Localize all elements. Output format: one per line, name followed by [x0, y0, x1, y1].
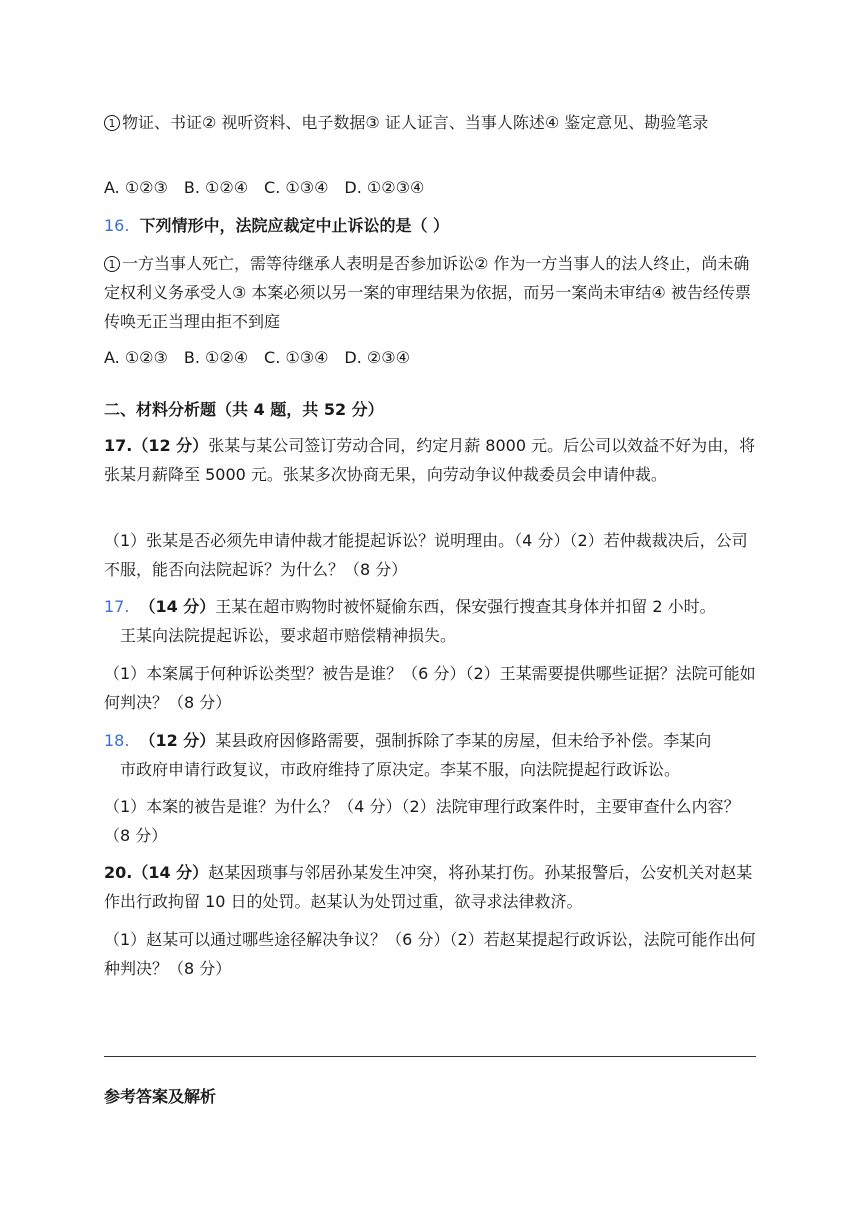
- section-divider: [104, 1056, 756, 1057]
- q16-title: [104, 211, 756, 240]
- q17b-score: （14 分）: [139, 597, 216, 616]
- evidence-list: [104, 108, 756, 137]
- q20-questions: （1）赵某可以通过哪些途径解决争议？（6 分）（2）若赵某提起行政诉讼，法院可能作出何种判决？（8 分）: [104, 930, 756, 978]
- q16-items: [104, 249, 756, 336]
- q18-line1: 某县政府因修路需要，强制拆除了李某的房屋，但未给予补偿。李某向: [215, 731, 712, 750]
- q17a-number: 17.: [104, 436, 133, 455]
- q18-stem: [104, 726, 756, 784]
- q18-score: （12 分）: [139, 731, 216, 750]
- q20-stem: [104, 858, 756, 916]
- q16-items-text: 一方当事人死亡，需等待继承人表明是否参加诉讼② 作为一方当事人的法人终止，尚未确定权利义务承受人③ 本案必须以另一案的审理结果为依据，而另一案尚未审结④ 被告经传票传唤无正当理由拒不到庭: [104, 254, 751, 331]
- answers-heading: 参考答案及解析: [104, 1087, 217, 1106]
- q20-number: 20.: [104, 863, 133, 882]
- q17a-questions: （1）张某是否必须先申请仲裁才能提起诉讼？说明理由。（4 分）（2）若仲裁裁决后，公司不服，能否向法院起诉？为什么？（8 分）: [104, 531, 748, 579]
- q16-title-text: 下列情形中，法院应裁定中止诉讼的是（ ）: [139, 216, 450, 235]
- q17a-stem: [104, 431, 756, 489]
- q15-options: A. ①②③ B. ①②④ C. ①③④ D. ①②③④: [104, 178, 425, 197]
- q16-number: 16.: [104, 216, 130, 235]
- evidence-list-text: 物证、书证② 视听资料、电子数据③ 证人证言、当事人陈述④ 鉴定意见、勘验笔录: [122, 113, 709, 132]
- q17b-line1: 王某在超市购物时被怀疑偷东西，保安强行搜查其身体并扣留 2 小时。: [215, 597, 716, 616]
- q16-options: A. ①②③ B. ①②④ C. ①③④ D. ②③④: [104, 348, 410, 367]
- q18-questions: （1）本案的被告是谁？为什么？（4 分）（2）法院审理行政案件时，主要审查什么内容？（8 分）: [104, 797, 740, 845]
- circled-number-1: 1: [104, 256, 120, 272]
- q17b-stem: [104, 592, 756, 650]
- q17b-number: 17.: [104, 597, 130, 616]
- section2-heading: 二、材料分析题（共 4 题，共 52 分）: [104, 400, 384, 419]
- q18-number: 18.: [104, 731, 130, 750]
- q17a-text: 张某与某公司签订劳动合同，约定月薪 8000 元。后公司以效益不好为由，将张某月薪降至 5000 元。张某多次协商无果，向劳动争议仲裁委员会申请仲裁。: [104, 436, 756, 484]
- q17b-line2: 王某向法院提起诉讼，要求超市赔偿精神损失。: [120, 626, 457, 645]
- q18-line2: 市政府申请行政复议，市政府维持了原决定。李某不服，向法院提起行政诉讼。: [120, 760, 681, 779]
- q17a-score: （12 分）: [132, 436, 209, 455]
- q17b-questions: （1）本案属于何种诉讼类型？被告是谁？（6 分）（2）王某需要提供哪些证据？法院可能如何判决？（8 分）: [104, 664, 756, 712]
- circled-number-1: 1: [104, 115, 120, 131]
- q20-text: 赵某因琐事与邻居孙某发生冲突，将孙某打伤。孙某报警后，公安机关对赵某作出行政拘留 10 日的处罚。赵某认为处罚过重，欲寻求法律救济。: [104, 863, 753, 911]
- q20-score: （14 分）: [132, 863, 209, 882]
